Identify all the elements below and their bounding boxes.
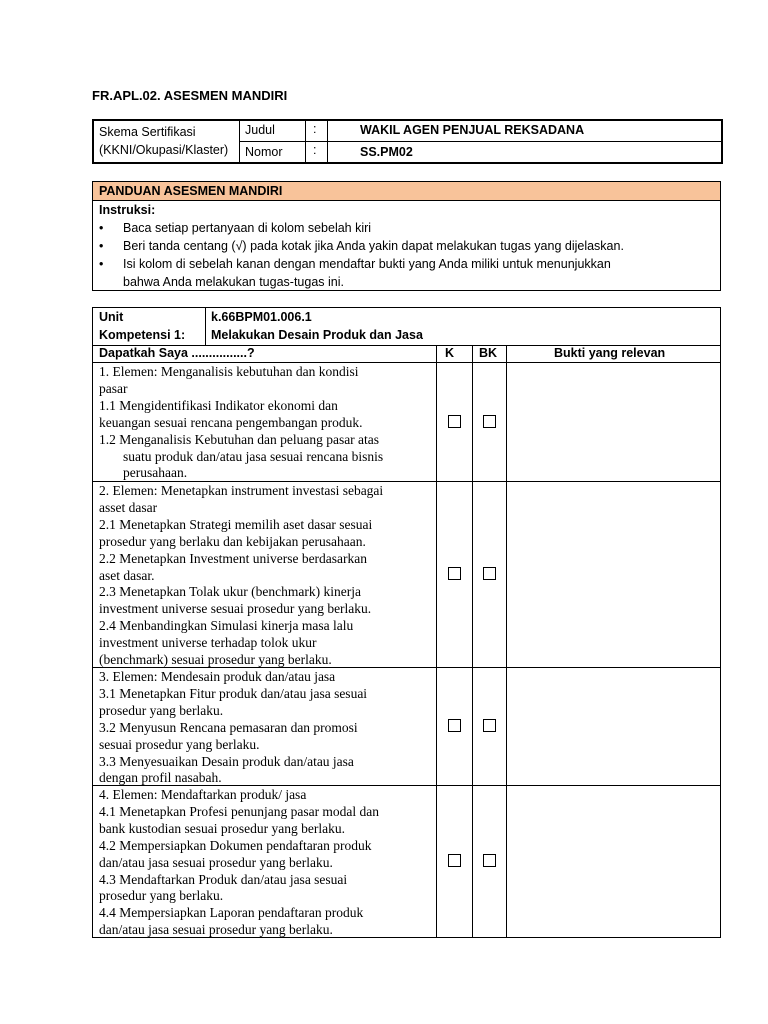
element-4-k-checkbox[interactable]	[448, 854, 461, 867]
element-line: pasar	[99, 380, 128, 396]
element-line: asset dasar	[99, 499, 158, 515]
scheme-label-sub: (KKNI/Okupasi/Klaster)	[99, 143, 229, 157]
element-line: 3.1 Menetapkan Fitur produk dan/atau jasa sesuai	[99, 685, 368, 701]
question-header: Dapatkah Saya ................?	[99, 346, 255, 360]
element-line: 4.4 Mempersiapkan Laporan pendaftaran produk	[99, 905, 364, 921]
element-line: 2.4 Menbandingkan Simulasi kinerja masa lalu	[99, 618, 354, 634]
element-2-bk-checkbox[interactable]	[483, 567, 496, 580]
bullet-icon: •	[99, 221, 104, 235]
element-line: 1.2 Menganalisis Kebutuhan dan peluang pasar atas	[99, 431, 380, 447]
element-line: investment universe sesuai prosedur yang berlaku.	[99, 601, 372, 617]
element-line: 4.2 Mempersiapkan Dokumen pendaftaran produk	[99, 837, 372, 853]
element-4-text	[99, 787, 435, 939]
judul-label: Judul	[245, 123, 275, 137]
element-line: 3.3 Menyesuaikan Desain produk dan/atau jasa	[99, 753, 354, 769]
unit-label-sub: Kompetensi 1:	[99, 328, 186, 342]
element-line: prosedur yang berlaku dan kebijakan perusahaan.	[99, 533, 366, 549]
element-line: 4. Elemen: Mendaftarkan produk/ jasa	[99, 787, 307, 802]
unit-label: Unit	[99, 310, 124, 324]
instruction-text: Beri tanda centang (√) pada kotak jika Anda yakin dapat melakukan tugas yang dijelaskan.	[123, 239, 624, 253]
element-line: 1.1 Mengidentifikasi Indikator ekonomi dan	[99, 397, 338, 413]
nomor-colon: :	[313, 143, 317, 157]
element-line: 2.2 Menetapkan Investment universe berdasarkan	[99, 550, 368, 566]
nomor-label: Nomor	[245, 145, 283, 159]
guide-header	[93, 182, 720, 201]
nomor-value: SS.PM02	[360, 145, 413, 159]
element-line: aset dasar.	[99, 567, 155, 583]
k-header: K	[445, 346, 455, 360]
element-line: suatu produk dan/atau jasa sesuai rencana bisnis	[123, 448, 384, 464]
instruction-text: bahwa Anda melakukan tugas-tugas ini.	[123, 275, 344, 289]
bk-header: BK	[479, 346, 498, 360]
bullet-icon: •	[99, 239, 104, 253]
element-line: 1. Elemen: Menganalisis kebutuhan dan kondisi	[99, 364, 359, 379]
unit-code: k.66BPM01.006.1	[211, 310, 312, 324]
element-line: bank kustodian sesuai prosedur yang berlaku.	[99, 820, 345, 836]
element-line: 3. Elemen: Mendesain produk dan/atau jasa	[99, 669, 336, 684]
element-2-text	[99, 483, 435, 669]
element-line: 4.3 Mendaftarkan Produk dan/atau jasa sesuai	[99, 871, 348, 887]
guide-title: PANDUAN ASESMEN MANDIRI	[99, 184, 283, 198]
judul-colon: :	[313, 122, 317, 136]
element-3-bk-checkbox[interactable]	[483, 719, 496, 732]
element-4-bk-checkbox[interactable]	[483, 854, 496, 867]
element-line: 2.1 Menetapkan Strategi memilih aset dasar sesuai	[99, 516, 373, 532]
element-1-bk-checkbox[interactable]	[483, 415, 496, 428]
competency-table	[92, 307, 721, 938]
document-title: FR.APL.02. ASESMEN MANDIRI	[92, 88, 288, 103]
element-line: (benchmark) sesuai prosedur yang berlaku.	[99, 652, 332, 668]
element-line: 4.1 Menetapkan Profesi penunjang pasar modal dan	[99, 803, 380, 819]
element-line: investment universe terhadap tolok ukur	[99, 635, 317, 651]
element-line: prosedur yang berlaku.	[99, 702, 224, 718]
scheme-table	[92, 119, 723, 164]
element-line: 3.2 Menyusun Rencana pemasaran dan promosi	[99, 719, 358, 735]
guide-box	[92, 181, 721, 291]
element-line: keuangan sesuai rencana pengembangan produk.	[99, 414, 363, 430]
element-line: dan/atau jasa sesuai prosedur yang berlaku.	[99, 922, 333, 938]
unit-name: Melakukan Desain Produk dan Jasa	[211, 328, 423, 342]
scheme-label: Skema Sertifikasi	[99, 125, 196, 139]
element-line: perusahaan.	[123, 465, 188, 481]
evidence-header: Bukti yang relevan	[554, 346, 666, 360]
element-3-text	[99, 669, 435, 787]
element-3-k-checkbox[interactable]	[448, 719, 461, 732]
bullet-icon: •	[99, 257, 104, 271]
element-line: prosedur yang berlaku.	[99, 888, 224, 904]
element-line: dengan profil nasabah.	[99, 770, 222, 786]
instruction-text: Isi kolom di sebelah kanan dengan mendaftar bukti yang Anda miliki untuk menunjukkan	[123, 257, 611, 271]
element-line: 2.3 Menetapkan Tolak ukur (benchmark) kinerja	[99, 584, 361, 600]
element-1-text	[99, 364, 435, 482]
judul-value: WAKIL AGEN PENJUAL REKSADANA	[360, 123, 585, 137]
element-2-k-checkbox[interactable]	[448, 567, 461, 580]
element-line: 2. Elemen: Menetapkan instrument investasi sebagai	[99, 483, 384, 498]
element-line: sesuai prosedur yang berlaku.	[99, 736, 260, 752]
element-1-k-checkbox[interactable]	[448, 415, 461, 428]
instructions-label: Instruksi:	[99, 203, 156, 217]
instruction-text: Baca setiap pertanyaan di kolom sebelah kiri	[123, 221, 372, 235]
element-line: dan/atau jasa sesuai prosedur yang berlaku.	[99, 854, 333, 870]
